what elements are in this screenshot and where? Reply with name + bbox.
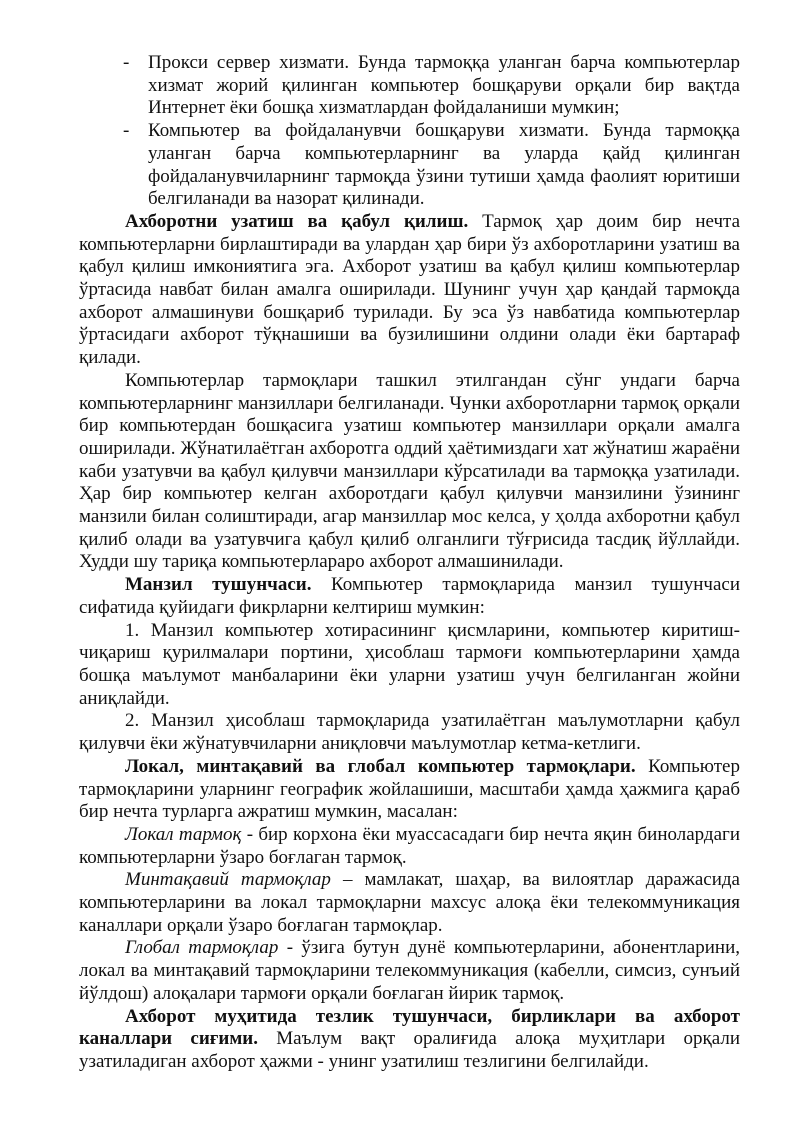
section-heading: Локал, минтақавий ва глобал компьютер тармоқлари. xyxy=(125,755,636,777)
definition-text: – мамлакат, шаҳар, ва вилоятлар даражасида компьютерларини ва локал тармоқларни махсус алоқа ёки телекоммуникация каналлари орқали ўзаро боғлаган тармоқлар. xyxy=(79,869,740,936)
paragraph-text: Компьютерлар тармоқлари ташкил этилгандан сўнг ундаги барча компьютерларнинг манзиллари белгиланади. Чунки ахборотларни тармоқ орқали бир компьютердан бошқасига узатиш компьютер манзиллари орқали амалга оширилади. Жўнатилаётган ахборотга оддий ҳаётимиздаги хат жўнатиш жараёни каби узатувчи ва қабул қилувчи манзиллари кўрсатилади ва тармоққа узатилади. Ҳар бир компьютер келган ахборотдаги қабул қилувчи манзилини ўзининг манзили билан солиштиради, агар манзиллар мос келса, у ҳолда ахборотни қабул қилиб олади ва узатувчига қабул қилиб олганлиги тўғрисида тасдиқ йўллайди. Худди шу тариқа компьютерлараро ахборот алмашинилади. xyxy=(79,369,740,573)
section-heading: Ахборотни узатиш ва қабул қилиш. xyxy=(125,210,469,232)
paragraph-text: Тармоқ ҳар доим бир нечта компьютерларни бирлаштиради ва улардан ҳар бири ўз ахборотларини узатиш ва қабул қилиш имкониятига эга. Ахборот узатиш ва қабул қилиш компьютерлар ўртасида навбат билан амалга оширилади. Шунинг учун ҳар қандай тармоқда ахборот алмашинуви бошқариб турилади. Бу эса ўз навбатида компьютерлар ўртасидаги ахборот тўқнашиши ва бузилишини олдини олади ёки бартараф қилади. xyxy=(79,210,741,369)
definition-term: Минтақавий тармоқлар xyxy=(125,869,331,891)
paragraph-network-types xyxy=(79,756,740,824)
numbered-item-text: 1. Манзил компьютер хотирасининг қисмларини, компьютер киритиш-чиқариш қурилмалари портини, ҳисоблаш тармоғи компьютерларини ҳамда бошқа маълумот манбаларини ёки уларни узатиш учун белгиланган жойни аниқлайди. xyxy=(79,619,740,709)
numbered-item-text: 2. Манзил ҳисоблаш тармоқларида узатилаётган маълумотларни қабул қилувчи ёки жўнатувчиларни аниқловчи маълумотлар кетма-кетлиги. xyxy=(79,710,740,755)
section-heading: Манзил тушунчаси. xyxy=(125,574,312,596)
definition-text: - бир корхона ёки муассасадаги бир нечта яқин бинолардаги компьютерларни ўзаро боғлаган тармоқ. xyxy=(79,823,740,868)
paragraph-text: Компьютер тармоқларида манзил тушунчаси сифатида қуйидаги фикрларни келтириш мумкин: xyxy=(79,574,740,618)
bullet-item-user-management xyxy=(79,120,740,211)
bullet-text: Прокси сервер хизмати. Бунда тармоққа уланган барча компьютерлар хизмат жорий қилинган компьютер бошқаруви орқали бир вақтда Интернет ёки бошқа хизматлардан фойдаланиши мумкин; xyxy=(148,52,740,119)
paragraph-speed-concept xyxy=(79,1006,740,1074)
paragraph-text: Маълум вақт оралиғида алоқа муҳитлари орқали узатиладиган ахборот ҳажми - унинг узатилиш тезлигини белгилайди. xyxy=(79,1028,740,1072)
bullet-dash: - xyxy=(123,120,130,142)
paragraph-addresses xyxy=(79,370,740,574)
section-heading: Ахборот муҳитида тезлик тушунчаси, бирликлари ва ахборот каналлари сиғими. xyxy=(79,1005,740,1050)
definition-regional-network xyxy=(79,869,740,937)
bullet-dash: - xyxy=(123,52,130,73)
document-body xyxy=(79,52,740,1074)
paragraph-address-concept xyxy=(79,574,740,619)
paragraph-transmission xyxy=(79,211,740,370)
numbered-item-1 xyxy=(79,620,740,711)
definition-term: Локал тармоқ xyxy=(125,823,242,845)
paragraph-text: Компьютер тармоқларини уларнинг географик жойлашиши, масштаби ҳамда ҳажмига қараб бир нечта турларга ажратиш мумкин, масалан: xyxy=(79,755,740,823)
definition-local-network xyxy=(79,824,740,869)
bullet-item-proxy xyxy=(79,52,740,120)
definition-text: - ўзига бутун дунё компьютерларини, абонентларини, локал ва минтақавий тармоқларини телекоммуникация (кабелли, симсиз, сунъий йўлдош) алоқалари тармоғи орқали боғлаган йирик тармоқ. xyxy=(79,937,740,1004)
definition-global-network xyxy=(79,937,740,1005)
bullet-text: Компьютер ва фойдаланувчи бошқаруви хизмати. Бунда тармоққа уланган барча компьютерларнинг ва уларда қайд қилинган фойдаланувчиларнинг тармоқда ўзини тутиши ҳамда фаолият юритиши белгиланади ва назорат қилинади. xyxy=(148,120,740,210)
numbered-item-2 xyxy=(79,710,740,755)
definition-term: Глобал тармоқлар xyxy=(125,937,279,959)
